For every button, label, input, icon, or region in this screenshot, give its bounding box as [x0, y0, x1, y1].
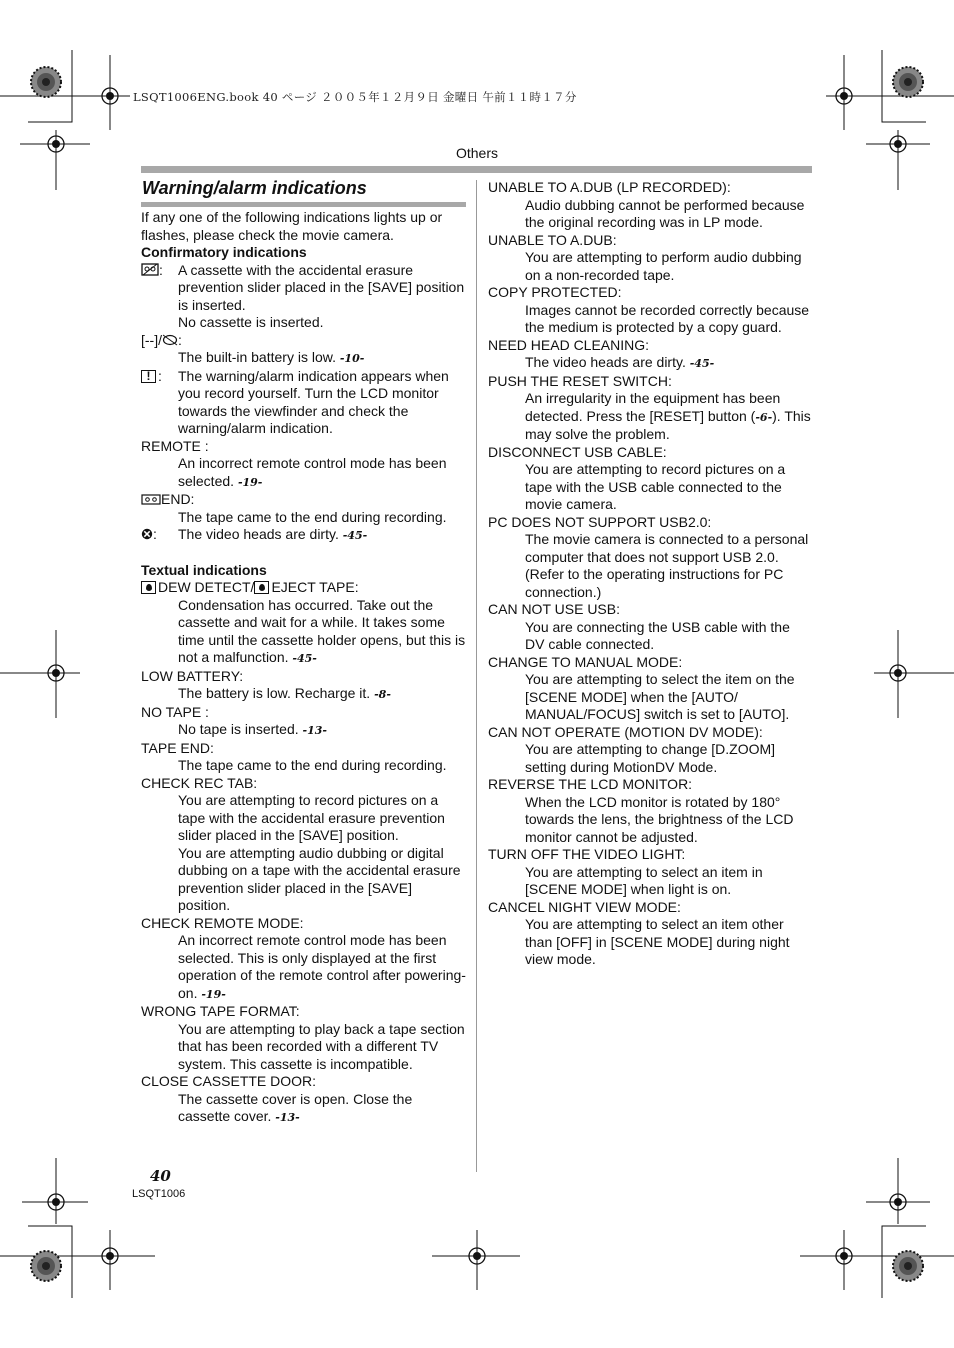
textual-term: COPY PROTECTED: [488, 284, 622, 300]
confirm-term: [--]/ : [141, 331, 182, 348]
textual-term: LOW BATTERY: [141, 667, 244, 684]
textual-desc: You are attempting to perform audio dubbing on a non-recorded tape. [525, 249, 802, 283]
textual-desc: Audio dubbing cannot be performed because the original recording was in LP mode. [525, 196, 805, 230]
textual-term: NO TAPE : [141, 703, 209, 720]
confirm-item: ! : The warning/alarm indication appears when you record yourself. Turn the LCD monitor towards the viewfinder and check the warning/alarm indication. [141, 368, 467, 438]
textual-term: DISCONNECT USB CABLE: [488, 443, 667, 460]
textual-desc: No tape is inserted. -13- [178, 721, 327, 737]
confirm-desc: The warning/alarm indication appears when you record yourself. Turn the LCD monitor towards the viewfinder and check the warning/alarm indication. [178, 367, 449, 436]
textual-term: CHANGE TO MANUAL MODE: [488, 653, 683, 670]
section-label: Others [455, 145, 498, 161]
textual-term: DEW DETECT/ EJECT TAPE: [141, 579, 467, 597]
battery-icon [162, 334, 178, 346]
tape-end-icon [141, 494, 161, 505]
textual-term: CAN NOT USE USB: [488, 601, 620, 617]
warning-icon: ! [141, 370, 156, 383]
head-dirty-icon [141, 528, 153, 540]
textual-desc: You are attempting to select an item in [SCENE MODE] when light is on. [525, 863, 763, 897]
textual-term: UNABLE TO A.DUB (LP RECORDED): [488, 179, 731, 195]
confirm-desc: No cassette is inserted. [178, 314, 324, 330]
textual-desc: The video heads are dirty. -45- [525, 354, 715, 370]
right-column [488, 179, 812, 969]
textual-desc: You are attempting to change [D.ZOOM] setting during MotionDV Mode. [525, 741, 776, 775]
dew-icon [254, 581, 269, 594]
cassette-erasure-icon [141, 263, 159, 276]
header-rule [141, 166, 812, 173]
dew-icon [141, 581, 156, 594]
textual-term: PC DOES NOT SUPPORT USB2.0: [488, 513, 712, 530]
document-code: LSQT1006 [132, 1188, 186, 1200]
textual-term: WRONG TAPE FORMAT: [141, 1003, 300, 1019]
print-header: LSQT1006ENG.book 40 ページ ２００５年１２月９日 金曜日 午前１１時１７分 [133, 90, 577, 104]
confirm-desc: The tape came to the end during recording. [178, 508, 447, 525]
confirm-desc: A cassette with the accidental erasure prevention slider placed in the [SAVE] position is inserted. [178, 261, 465, 313]
textual-desc: When the LCD monitor is rotated by 180° towards the lens, the brightness of the LCD monitor cannot be adjusted. [525, 793, 794, 845]
textual-desc: You are attempting to select an item other than [OFF] in [SCENE MODE] during night view mode. [525, 916, 790, 967]
page-title: Warning/alarm indications [142, 178, 367, 198]
title-rule [141, 202, 466, 207]
textual-desc: The battery is low. Recharge it. -8- [178, 685, 391, 701]
textual-term: CLOSE CASSETTE DOOR: [141, 1073, 317, 1089]
confirm-item: : A cassette with the accidental erasure prevention slider placed in the [SAVE] position is inserted. No cassette is inserted. [141, 262, 467, 332]
textual-term: NEED HEAD CLEANING: [488, 336, 650, 353]
textual-term: CHECK REMOTE MODE: [141, 914, 304, 931]
confirm-item: : The video heads are dirty. -45- [141, 526, 467, 545]
textual-desc: The tape came to the end during recording. [178, 757, 447, 773]
textual-desc: An irregularity in the equipment has been detected. Press the [RESET] button (-6-). This may solve the problem. [525, 390, 811, 442]
confirm-term: REMOTE : [141, 437, 209, 454]
textual-term: REVERSE THE LCD MONITOR: [488, 776, 693, 792]
textual-desc: You are connecting the USB cable with the DV cable connected. [525, 618, 790, 652]
textual-desc: You are attempting audio dubbing or digital dubbing on a tape with the accidental erasure prevention slider placed in the [SAVE] position. [178, 844, 461, 913]
textual-term: CANCEL NIGHT VIEW MODE: [488, 898, 681, 915]
textual-term: UNABLE TO A.DUB: [488, 231, 617, 248]
textual-desc: You are attempting to record pictures on a tape with the accidental erasure prevention slider placed in the [SAVE] position. [178, 792, 445, 843]
column-divider [476, 180, 477, 1172]
textual-desc: An incorrect remote control mode has been selected. This is only displayed at the first operation of the remote control after powering-on. -19- [178, 932, 466, 1001]
textual-desc: You are attempting to record pictures on a tape with the USB cable connected to the movie camera. [525, 461, 786, 512]
textual-term: CHECK REC TAB: [141, 774, 258, 791]
confirm-desc: The built-in battery is low. -10- [178, 349, 365, 365]
textual-desc: You are attempting to play back a tape section that has been recorded with a different TV system. This cassette is incompatible. [178, 1020, 465, 1072]
textual-term: PUSH THE RESET SWITCH: [488, 372, 672, 389]
intro-text: If any one of the following indications lights up or flashes, please check the movie camera. [141, 209, 443, 243]
textual-desc: The movie camera is connected to a personal computer that does not support USB 2.0. (Refer to the operating instructions for PC connection.) [525, 531, 809, 600]
textual-desc: The cassette cover is open. Close the cassette cover. -13- [178, 1090, 413, 1124]
textual-term: CAN NOT OPERATE (MOTION DV MODE): [488, 723, 763, 740]
textual-term: TAPE END: [141, 739, 214, 756]
textual-desc: Condensation has occurred. Take out the cassette and wait for a while. It takes some time until the cassette holder opens, but this is not a malfunction. -45- [178, 596, 466, 665]
page-number: 40 [150, 1167, 171, 1185]
confirm-desc: The video heads are dirty. -45- [178, 526, 368, 542]
confirmatory-heading: Confirmatory indications [141, 244, 307, 260]
confirm-term: END: [141, 491, 467, 509]
textual-desc: You are attempting to select the item on the [SCENE MODE] when the [AUTO/ MANUAL/FOCUS] switch is set to [AUTO]. [525, 671, 795, 722]
textual-desc: Images cannot be recorded correctly because the medium is protected by a copy guard. [525, 301, 810, 335]
textual-heading: Textual indications [141, 561, 267, 578]
confirm-desc: An incorrect remote control mode has been selected. -19- [178, 455, 447, 489]
textual-term: TURN OFF THE VIDEO LIGHT: [488, 846, 686, 862]
battery-term: [--]/ [141, 331, 162, 348]
left-column [141, 209, 467, 1127]
